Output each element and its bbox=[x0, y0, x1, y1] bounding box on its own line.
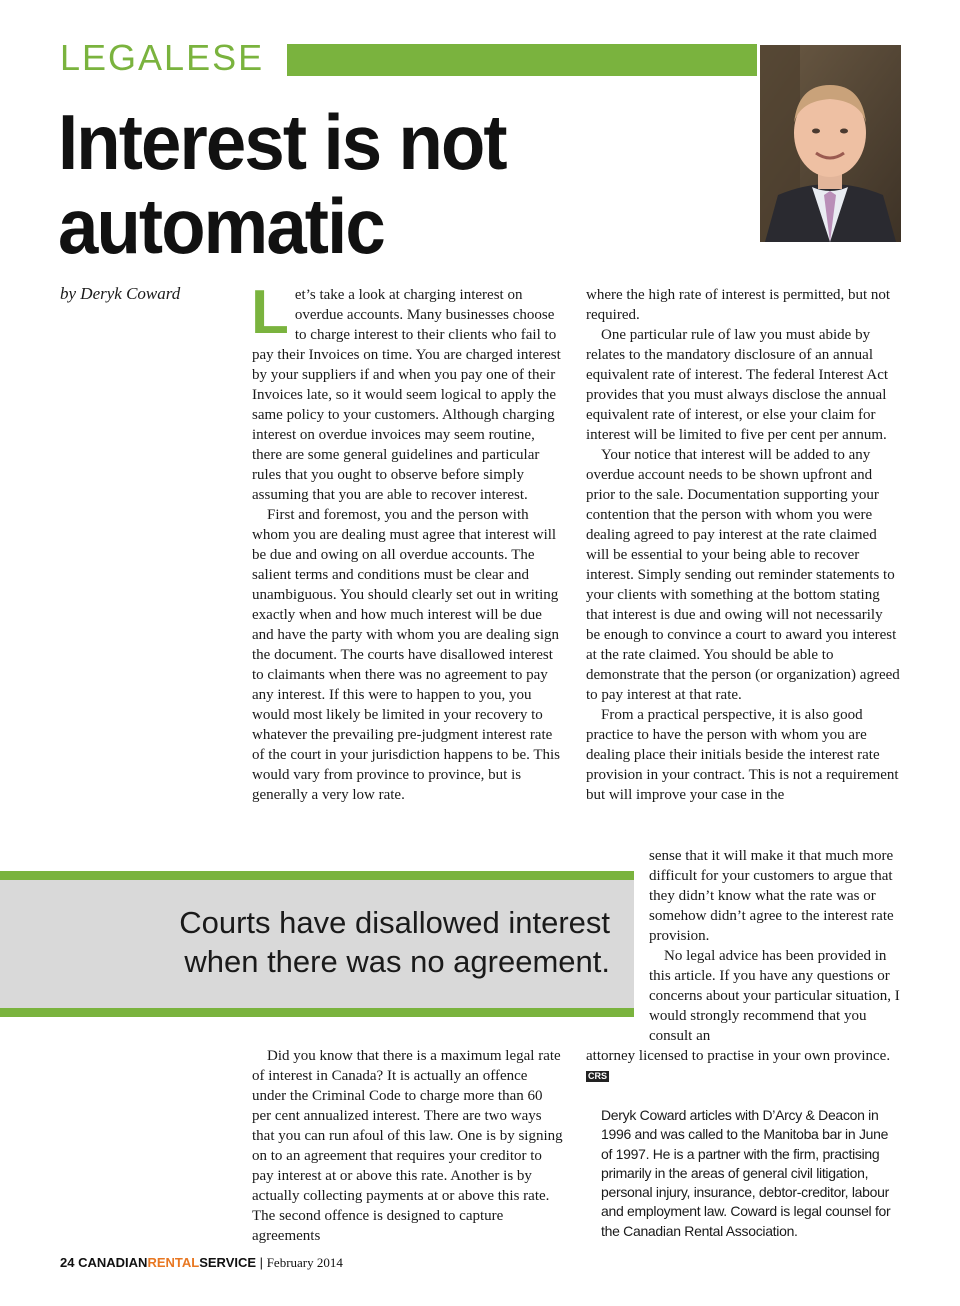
footer-separator: | bbox=[259, 1255, 264, 1270]
paragraph-3: Did you know that there is a maximum legal rate of interest in Canada? It is actually an offence under the Criminal Code to charge more than 60 per cent annualized interest. There are two ways that you can run afoul of this law. One is by signing on to an agreement that requires your creditor to pay interest at or above this rate. Another is by actually collecting payments at or above this rate. The second offence is designed to capture agreements bbox=[252, 1048, 563, 1244]
article-column-2-lower bbox=[586, 1046, 900, 1086]
article-column-1 bbox=[251, 278, 564, 805]
paragraph-2: First and foremost, you and the person with whom you are dealing must agree that interest will be due and owing on all overdue accounts. The salient terms and conditions must be clear and unambiguous. You should clearly set out in writing exactly when and how much interest will be due and have the party with whom you are dealing sign the document. The courts have disallowed interest to claimants when there was no agreement to pay any interest. If this were to happen to you, you would most likely be limited in your recovery to whatever the prevailing pre-judgment interest rate of the court in your jurisdiction happens to be. This would vary from province to province, but is generally a very low rate. bbox=[252, 507, 561, 803]
brand-part-1: CANADIAN bbox=[78, 1255, 148, 1270]
paragraph-7-continued bbox=[586, 1046, 900, 1086]
pullquote-bottom-rule bbox=[0, 1008, 634, 1017]
pullquote-top-rule bbox=[0, 871, 634, 880]
pullquote-line-2: when there was no agreement. bbox=[184, 944, 610, 979]
author-bio: Deryk Coward articles with D’Arcy & Deacon in 1996 and was called to the Manitoba bar in June of 1997. He is a partner with the firm, practising primarily in the areas of general civil litigation, personal injury, insurance, debtor-creditor, labour and employment law. Coward is legal counsel for the Canadian Rental Association. bbox=[601, 1107, 891, 1239]
section-bar bbox=[287, 44, 757, 76]
issue-date: February 2014 bbox=[266, 1255, 343, 1270]
paragraph-continued: where the high rate of interest is permitted, but not required. bbox=[586, 287, 891, 323]
author-portrait-icon bbox=[760, 45, 901, 242]
page-footer bbox=[60, 1255, 343, 1271]
paragraph-7-end-text: attorney licensed to practise in your own province. bbox=[586, 1048, 891, 1064]
brand-part-3: SERVICE bbox=[199, 1255, 257, 1270]
paragraph-1-text: et’s take a look at charging interest on overdue accounts. Many businesses choose to charge interest to their clients who fail to pay their Invoices on time. You are charged interest by your suppliers if and when you pay one of their Invoices late, so it would seem logical to apply the same policy to your customers. Although charging interest on overdue invoices may seem routine, there are some general guidelines and particular rules that you ought to observe before simply assuming that you are able to recover interest. bbox=[252, 287, 561, 503]
paragraph bbox=[251, 278, 564, 505]
page-number: 24 bbox=[60, 1255, 75, 1270]
brand-part-2: RENTAL bbox=[147, 1255, 200, 1270]
paragraph-7: No legal advice has been provided in this article. If you have any questions or concerns about your particular situation, I would strongly recommend that you consult an bbox=[649, 948, 900, 1044]
article-column-2-narrow bbox=[649, 846, 900, 1046]
end-mark: CRS bbox=[588, 1071, 608, 1081]
drop-cap: L bbox=[251, 278, 289, 347]
section-label: LEGALESE bbox=[60, 37, 265, 78]
pullquote-line-1: Courts have disallowed interest bbox=[179, 905, 610, 940]
article-column-1-lower bbox=[252, 1046, 564, 1246]
pullquote bbox=[110, 903, 610, 981]
headline-line-1: Interest is not bbox=[58, 98, 506, 186]
paragraph-5: Your notice that interest will be added to any overdue account needs to be shown upfront and prior to the sale. Documentation supporting your contention that the person with whom you were dealing agreed to pay interest at the rate claimed will be essential to your being able to recover interest. Simply sending out reminder statements to your clients with something at the bottom stating that interest is due and owing will not necessarily be enough to convince a court to award you interest at the rate claimed. You should be able to demonstrate that the person (or organization) agreed to pay interest at that rate. bbox=[586, 447, 900, 703]
article-column-2 bbox=[586, 285, 900, 805]
headline bbox=[58, 100, 506, 268]
byline: by Deryk Coward bbox=[60, 284, 181, 303]
headline-line-2: automatic bbox=[58, 182, 384, 270]
paragraph-6-continued: sense that it will make it that much more difficult for your customers to argue that they didn’t know what the rate was or somehow didn’t agree to the interest rate provision. bbox=[649, 848, 894, 944]
paragraph-6: From a practical perspective, it is also good practice to have the person with whom you are dealing place their initials beside the interest rate provision in your contract. This is not a requirement but will improve your case in the bbox=[586, 707, 899, 803]
author-photo bbox=[760, 45, 901, 242]
paragraph-4: One particular rule of law you must abide by relates to the mandatory disclosure of an annual equivalent rate of interest. The federal Interest Act provides that you must always disclose the annual equivalent rate of interest, or else your claim for interest will be limited to five per cent per annum. bbox=[586, 327, 889, 443]
